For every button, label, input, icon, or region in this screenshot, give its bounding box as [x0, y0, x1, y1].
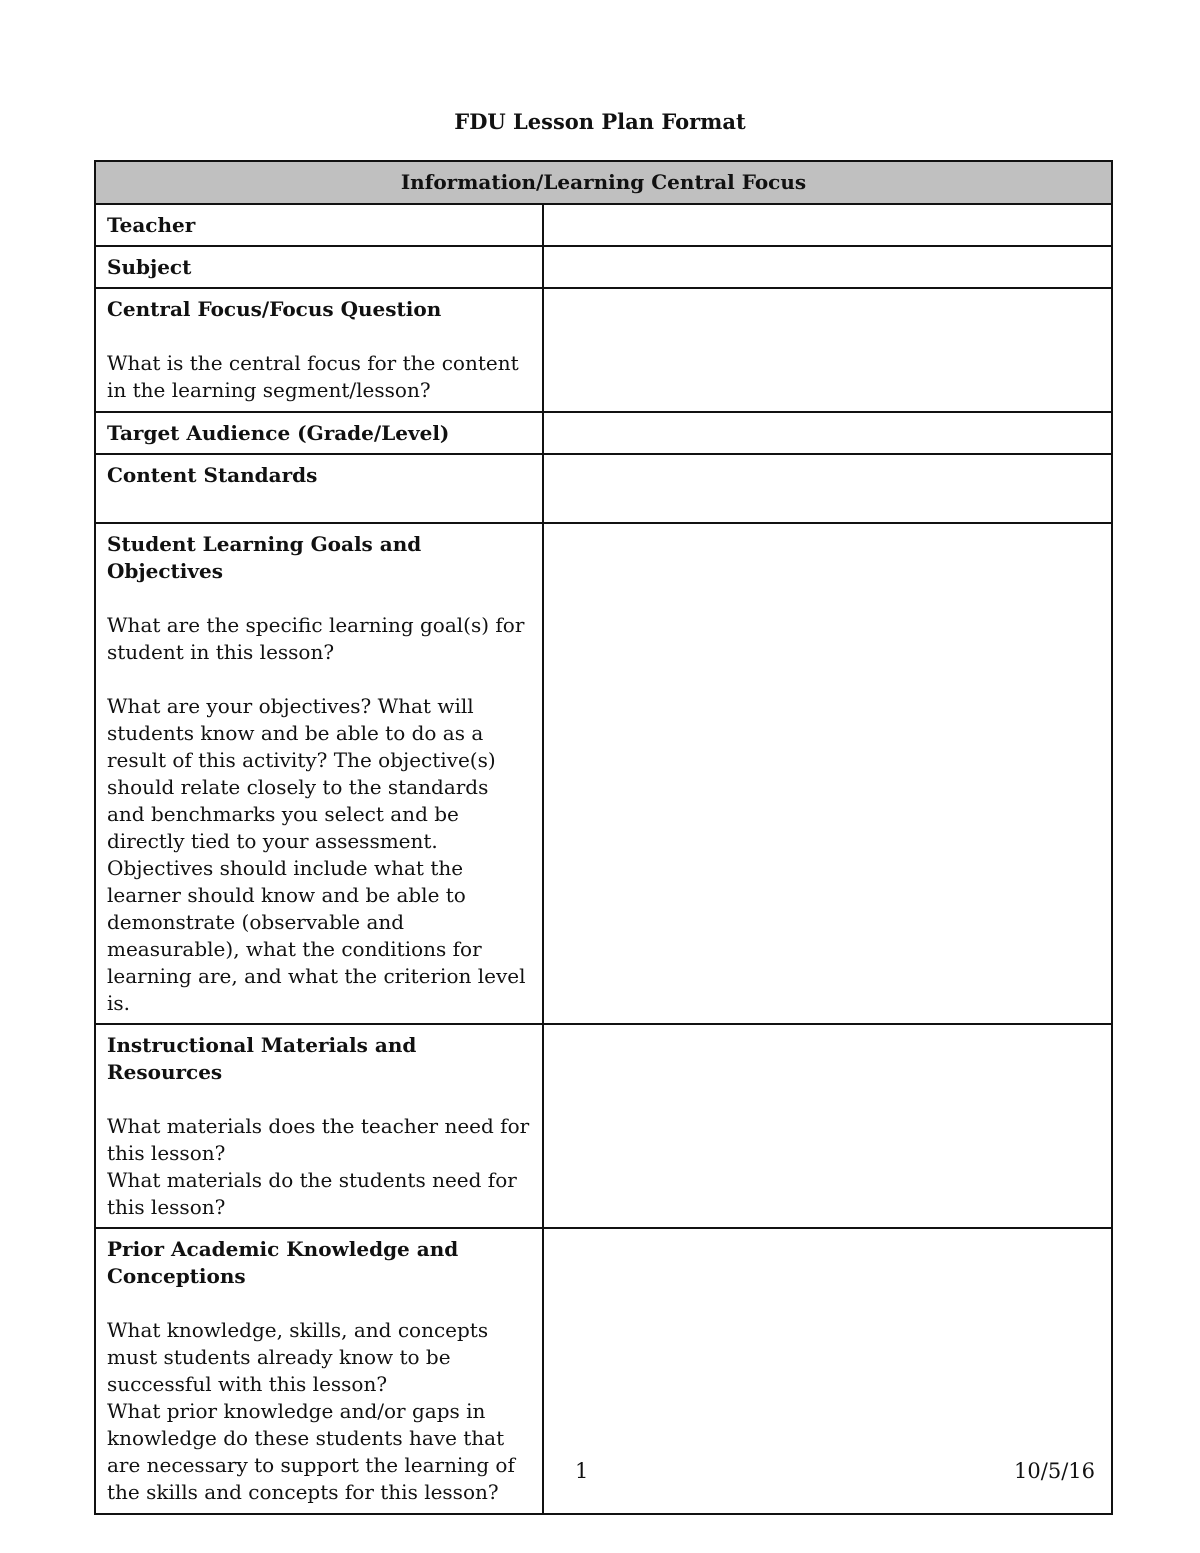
table-row: [95, 1024, 1112, 1228]
target-audience-value-cell[interactable]: [543, 412, 1112, 454]
row-label-cell: [95, 1228, 543, 1514]
row-label-teacher: Teacher: [107, 213, 196, 237]
section-header: Information/Learning Central Focus: [95, 161, 1112, 204]
row-label-cell: [95, 454, 543, 523]
central-focus-value-cell[interactable]: [543, 288, 1112, 412]
prompt-text: What materials do the students need for this lesson?: [107, 1168, 517, 1219]
prompt-text: What are your objectives? What will students know and be able to do as a result of this activity? The objective(s) should relate closely to the standards and benchmarks you select and be directly tied to your assessment. Objectives should include what the learner should know and be able to demonstrate (observable and measurable), what the conditions for learning are, and what the criterion level is.: [107, 694, 526, 1015]
row-label-cell: [95, 288, 543, 412]
prompt-text: What is the central focus for the content in the learning segment/lesson?: [107, 351, 519, 402]
table-row: [95, 204, 1112, 246]
row-label-subject: Subject: [107, 255, 192, 279]
row-label-central-focus: Central Focus/Focus Question: [107, 297, 442, 321]
prompt-text: What are the specific learning goal(s) for student in this lesson?: [107, 613, 525, 664]
row-label-instructional-materials: Instructional Materials and Resources: [107, 1033, 417, 1084]
row-label-cell: [95, 246, 543, 288]
subject-value-cell[interactable]: [543, 246, 1112, 288]
table-header-row: [95, 161, 1112, 204]
row-label-cell: [95, 412, 543, 454]
row-label-content-standards: Content Standards: [107, 463, 318, 487]
document-title: FDU Lesson Plan Format: [454, 109, 746, 134]
table-row: [95, 412, 1112, 454]
row-label-target-audience: Target Audience (Grade/Level): [107, 421, 450, 445]
table-row: [95, 454, 1112, 523]
prompt-text: What prior knowledge and/or gaps in knowledge do these students have that are necessary to support the learning of the skills and concepts for this lesson?: [107, 1399, 515, 1504]
learning-goals-value-cell[interactable]: [543, 523, 1112, 1024]
row-label-cell: [95, 523, 543, 1024]
content-standards-value-cell[interactable]: [543, 454, 1112, 523]
table-row: [95, 523, 1112, 1024]
row-label-cell: [95, 1024, 543, 1228]
prompt-text: What materials does the teacher need for this lesson?: [107, 1114, 530, 1165]
row-label-learning-goals: Student Learning Goals and Objectives: [107, 532, 422, 583]
lesson-plan-table: [94, 160, 1113, 1515]
table-row: [95, 288, 1112, 412]
page-number: 1: [575, 1459, 589, 1483]
prompt-text: What knowledge, skills, and concepts must students already know to be successful with this lesson?: [107, 1318, 489, 1396]
instructional-materials-value-cell[interactable]: [543, 1024, 1112, 1228]
row-label-cell: [95, 204, 543, 246]
table-row: [95, 246, 1112, 288]
row-label-prior-knowledge: Prior Academic Knowledge and Conceptions: [107, 1237, 459, 1288]
footer-date: 10/5/16: [1014, 1459, 1095, 1483]
table-row: [95, 1228, 1112, 1514]
teacher-value-cell[interactable]: [543, 204, 1112, 246]
